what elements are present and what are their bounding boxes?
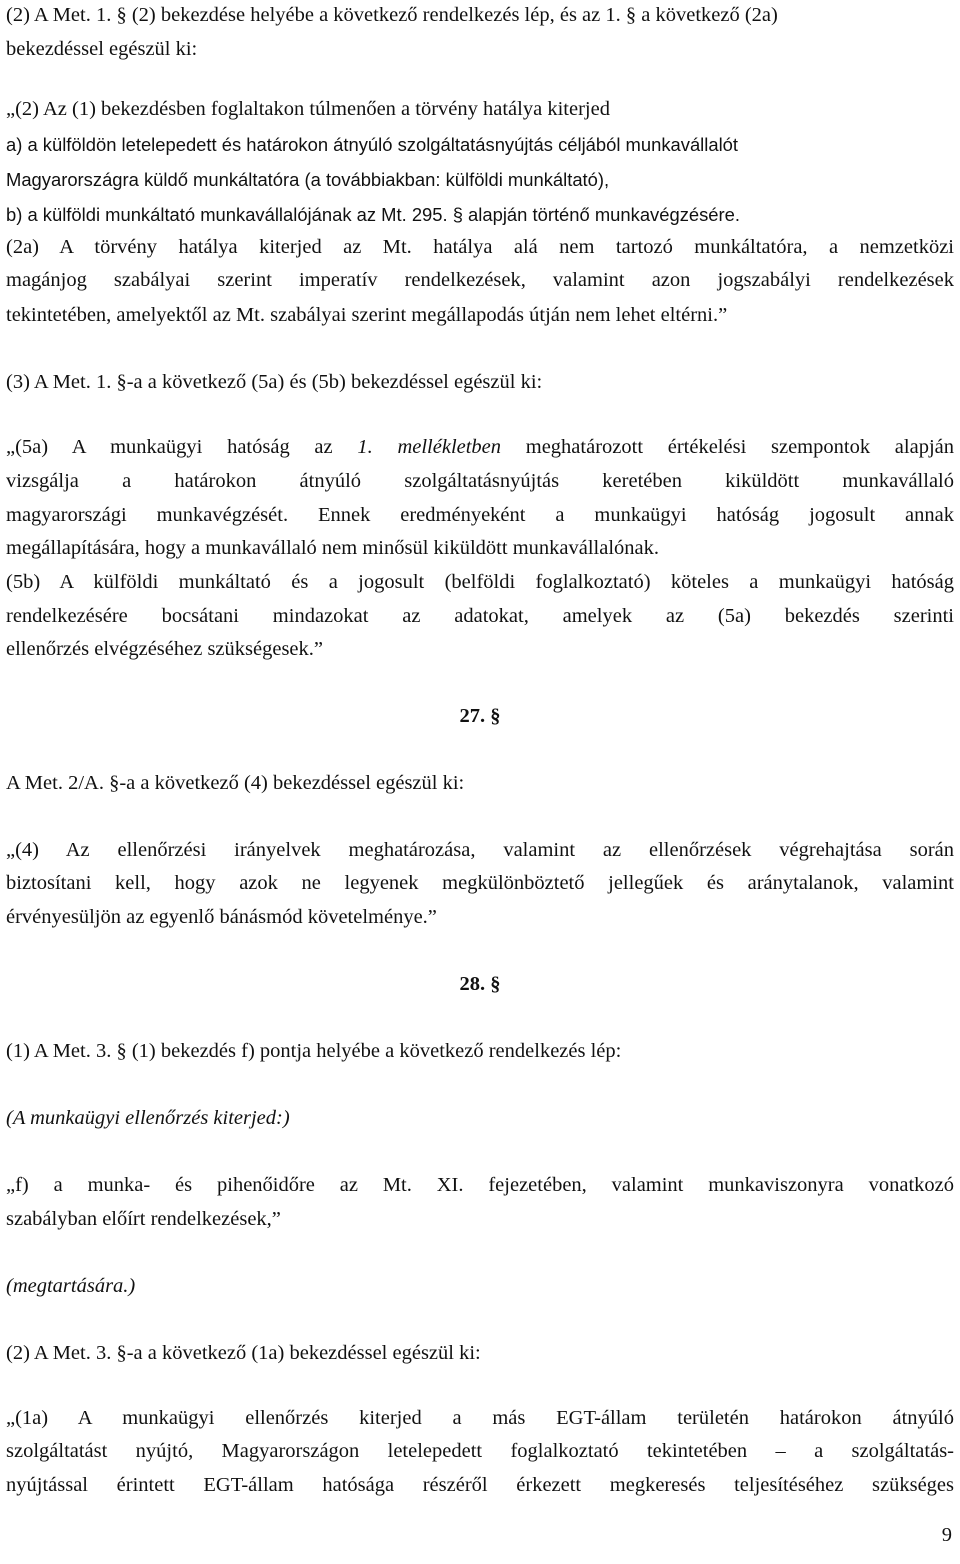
section-heading-27: 27. § [459,705,501,727]
text-line: (megtartására.) [6,1275,136,1297]
text-line: (2a) A törvény hatálya kiterjed az Mt. hatálya alá nem tartozó munkáltatóra, a nemzetközi [6,236,954,258]
text-line: „(2) Az (1) bekezdésben foglaltakon túlmenően a törvény hatálya kiterjed [6,98,610,120]
text-line: Magyarországra küldő munkáltatóra (a továbbiakban: külföldi munkáltató), [6,169,610,190]
section-heading-28: 28. § [459,973,501,995]
text-line: érvényesüljön az egyenlő bánásmód követelménye.” [6,906,437,928]
text-line: (A munkaügyi ellenőrzés kiterjed:) [6,1107,290,1129]
text-line: b) a külföldi munkáltató munkavállalójának az Mt. 295. § alapján történő munkavégzésére. [6,204,741,225]
text-line: tekintetében, amelyektől az Mt. szabályai szerint megállapodás útján nem lehet eltérni.” [6,304,728,326]
text-line: (5b) A külföldi munkáltató és a jogosult (belföldi foglalkoztató) köteles a munkaügyi hatóság [6,571,954,593]
text-line: „(1a) A munkaügyi ellenőrzés kiterjed a más EGT-állam területén határokon átnyúló [6,1407,954,1429]
text-line: a) a külföldön letelepedett és határokon átnyúló szolgáltatásnyújtás céljából munkavállalót [6,134,738,155]
text-line: nyújtással érintett EGT-állam hatósága részéről érkezett megkeresés teljesítéséhez szükséges [6,1474,954,1496]
text-line: megállapítására, hogy a munkavállaló nem minősül kiküldött munkavállalónak. [6,537,659,559]
text-line: szabályban előírt rendelkezések,” [6,1208,281,1230]
page-number: 9 [941,1524,952,1546]
text-line: „f) a munka- és pihenőidőre az Mt. XI. fejezetében, valamint munkaviszonyra vonatkozó [6,1174,954,1196]
text-line: magyarországi munkavégzését. Ennek eredményeként a munkaügyi hatóság jogosult annak [6,504,954,526]
text-line: ellenőrzés elvégzéséhez szükségesek.” [6,638,324,660]
text-line: (3) A Met. 1. §-a a következő (5a) és (5b) bekezdéssel egészül ki: [6,371,543,393]
text-line: szolgáltatást nyújtó, Magyarországon letelepedett foglalkoztató tekintetében – a szolgáltatás- [6,1440,954,1462]
text-line: (1) A Met. 3. § (1) bekezdés f) pontja helyébe a következő rendelkezés lép: [6,1040,622,1062]
text-line: (2) A Met. 3. §-a a következő (1a) bekezdéssel egészül ki: [6,1342,481,1364]
text-line: bekezdéssel egészül ki: [6,38,198,60]
text-line: „(5a) A munkaügyi hatóság az 1. mellékletben meghatározott értékelési szempontok alapján [6,436,954,458]
text-line: A Met. 2/A. §-a a következő (4) bekezdéssel egészül ki: [6,772,465,794]
text-line: rendelkezésére bocsátani mindazokat az adatokat, amelyek az (5a) bekezdés szerinti [6,605,954,627]
text-line: „(4) Az ellenőrzési irányelvek meghatározása, valamint az ellenőrzések végrehajtása során [6,839,954,861]
text-line: magánjog szabályai szerint imperatív rendelkezések, valamint azon jogszabályi rendelkezések [6,269,954,291]
text-line: (2) A Met. 1. § (2) bekezdése helyébe a következő rendelkezés lép, és az 1. § a következő (2a) [6,4,778,26]
text-line: vizsgálja a határokon átnyúló szolgáltatásnyújtás keretében kiküldött munkavállaló [6,470,954,492]
text-line: biztosítani kell, hogy azok ne legyenek megkülönböztető jellegűek és aránytalanok, valamint [6,872,954,894]
